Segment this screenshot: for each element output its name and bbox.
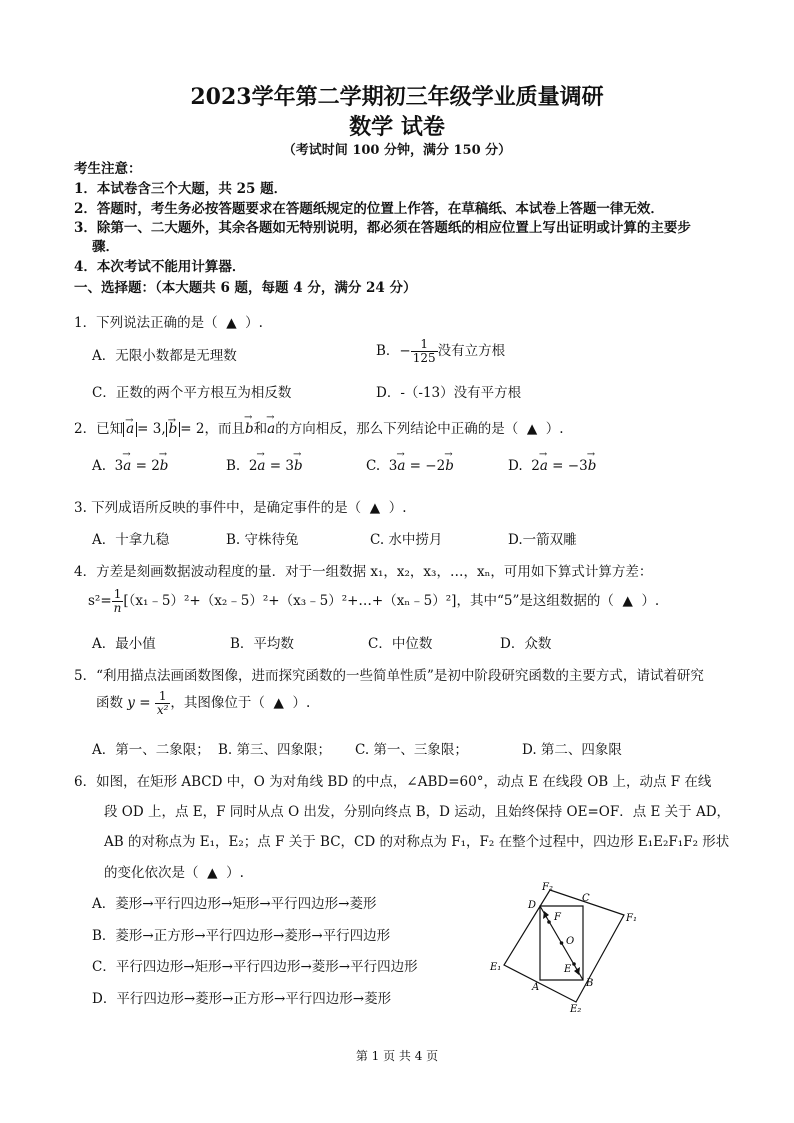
q4-option-a: A．最小值 xyxy=(92,636,156,652)
point-o xyxy=(560,941,564,945)
section-heading: 一、选择题：（本大题共 6 题，每题 4 分，满分 24 分） xyxy=(74,280,417,296)
label-d: D xyxy=(528,900,537,911)
q3-option-a: A．十拿九稳 xyxy=(92,532,170,548)
q5-option-b: B. 第三、四象限； xyxy=(218,742,332,758)
q3-option-c: C. 水中捞月 xyxy=(370,532,443,548)
q6-option-a: A．菱形→平行四边形→矩形→平行四边形→菱形 xyxy=(92,896,377,912)
notice-item: 3．除第一、二大题外，其余各题如无特别说明，都必须在答题纸的相应位置上写出证明或计算的主要步 xyxy=(74,220,691,236)
geometry-figure xyxy=(486,878,646,1018)
q2-option-d: D. 2→ a = −3→ b xyxy=(508,458,596,474)
question-6-stem-line: 6．如图，在矩形 ABCD 中，O 为对角线 BD 的中点，∠ABD=60°，动点 E 在线段 OB 上，动点 F 在线 xyxy=(74,774,712,790)
notice-heading: 考生注意： xyxy=(74,161,142,177)
label-o: O xyxy=(566,936,575,947)
question-5-stem: 5．“利用描点法画函数图像，进而探究函数的一些简单性质”是初中阶段研究函数的主要方式，请试着研究 xyxy=(74,668,704,684)
question-4-stem: 4．方差是刻画数据波动程度的量．对于一组数据 x₁，x₂，x₃，…，xₙ，可用如下算式计算方差： xyxy=(74,564,653,580)
time-note: （考试时间 100 分钟，满分 150 分） xyxy=(282,143,512,158)
q6-option-b: B．菱形→正方形→平行四边形→菱形→平行四边形 xyxy=(92,928,391,944)
question-3-stem: 3. 下列成语所反映的事件中，是确定事件的是（ ▲ ）. xyxy=(74,500,407,516)
q2-option-c: C. 3→ a = −2→ b xyxy=(366,458,454,474)
arrow-to-b xyxy=(574,967,580,975)
q6-option-d: D．平行四边形→菱形→正方形→平行四边形→菱形 xyxy=(92,991,392,1007)
question-6-stem-line: AB 的对称点为 E₁，E₂；点 F 关于 BC，CD 的对称点为 F₁，F₂ 在整个过程中，四边形 E₁E₂F₁F₂ 形状 xyxy=(104,834,730,850)
q1-option-b: B．− $\frac{1}{125}$ 没有立方根 xyxy=(376,337,506,365)
q6-option-c: C．平行四边形→矩形→平行四边形→菱形→平行四边形 xyxy=(92,959,418,975)
label-f2: F₂ xyxy=(542,882,553,893)
q5-option-a: A．第一、二象限； xyxy=(92,742,210,758)
question-5-function: 函数 y = $\frac{1}{\text{x²}}$ ，其图像位于（ ▲ ）. xyxy=(96,689,311,717)
label-e1: E₁ xyxy=(490,962,502,973)
point-f xyxy=(547,920,551,924)
exam-subtitle: 数学 试卷 xyxy=(349,114,445,140)
exam-title: 2023学年第二学期初三年级学业质量调研 xyxy=(190,84,604,110)
q1-option-d: D．‐（‐13）没有平方根 xyxy=(376,385,522,401)
q2-option-b: B. 2→ a = 3→ b xyxy=(226,458,303,474)
question-1-stem: 1．下列说法正确的是（ ▲ ）. xyxy=(74,315,263,331)
label-e2: E₂ xyxy=(570,1004,582,1015)
notice-item: 1．本试卷含三个大题，共 25 题． xyxy=(74,181,288,197)
q3-option-d: D.一箭双雕 xyxy=(508,532,577,548)
label-f1: F₁ xyxy=(626,913,637,924)
question-6-stem-line: 段 OD 上，点 E，F 同时从点 O 出发，分别向终点 B，D 运动，且始终保持 OE=OF．点 E 关于 AD， xyxy=(104,804,731,820)
label-e: E xyxy=(564,964,572,975)
question-2-stem: 2．已知→ a = 3,→ b = 2，而且→ b和→ a的方向相反，那么下列结论中正确的是（ ▲ ）. xyxy=(74,417,564,437)
point-e xyxy=(572,962,576,966)
q5-option-d: D. 第二、四象限 xyxy=(522,742,622,758)
notice-item: 4．本次考试不能用计算器． xyxy=(74,259,246,275)
q1-option-c: C．正数的两个平方根互为相反数 xyxy=(92,385,292,401)
arrow-to-d xyxy=(543,911,549,919)
q1-option-a: A．无限小数都是无理数 xyxy=(92,348,237,364)
q2-option-a: A. 3→ a = 2→ b xyxy=(92,458,168,474)
q4-option-c: C．中位数 xyxy=(368,636,433,652)
q3-option-b: B. 守株待兔 xyxy=(226,532,299,548)
q4-option-d: D．众数 xyxy=(500,636,552,652)
q4-option-b: B．平均数 xyxy=(230,636,294,652)
label-b: B xyxy=(586,978,594,989)
answer-blank: ▲ xyxy=(226,315,237,331)
question-4-formula: s²= $\frac{1}{n}$ [（x₁﹣5）²+（x₂﹣5）²+（x₃﹣5）²+…+（xₙ﹣5）²]，其中“5”是这组数据的（ ▲ ）. xyxy=(88,587,660,615)
notice-item: 2．答题时，考生务必按答题要求在答题纸规定的位置上作答，在草稿纸、本试卷上答题一律无效． xyxy=(74,201,664,217)
quadrilateral-e1e2f1f2 xyxy=(504,890,624,1002)
label-f: F xyxy=(554,912,561,923)
q5-option-c: C. 第一、三象限； xyxy=(355,742,468,758)
label-a: A xyxy=(532,982,540,993)
label-c: C xyxy=(582,893,590,904)
question-6-stem-line: 的变化依次是（ ▲ ）. xyxy=(104,865,244,881)
page-footer: 第 1 页 共 4 页 xyxy=(355,1049,439,1063)
notice-item: 骤． xyxy=(92,239,119,255)
